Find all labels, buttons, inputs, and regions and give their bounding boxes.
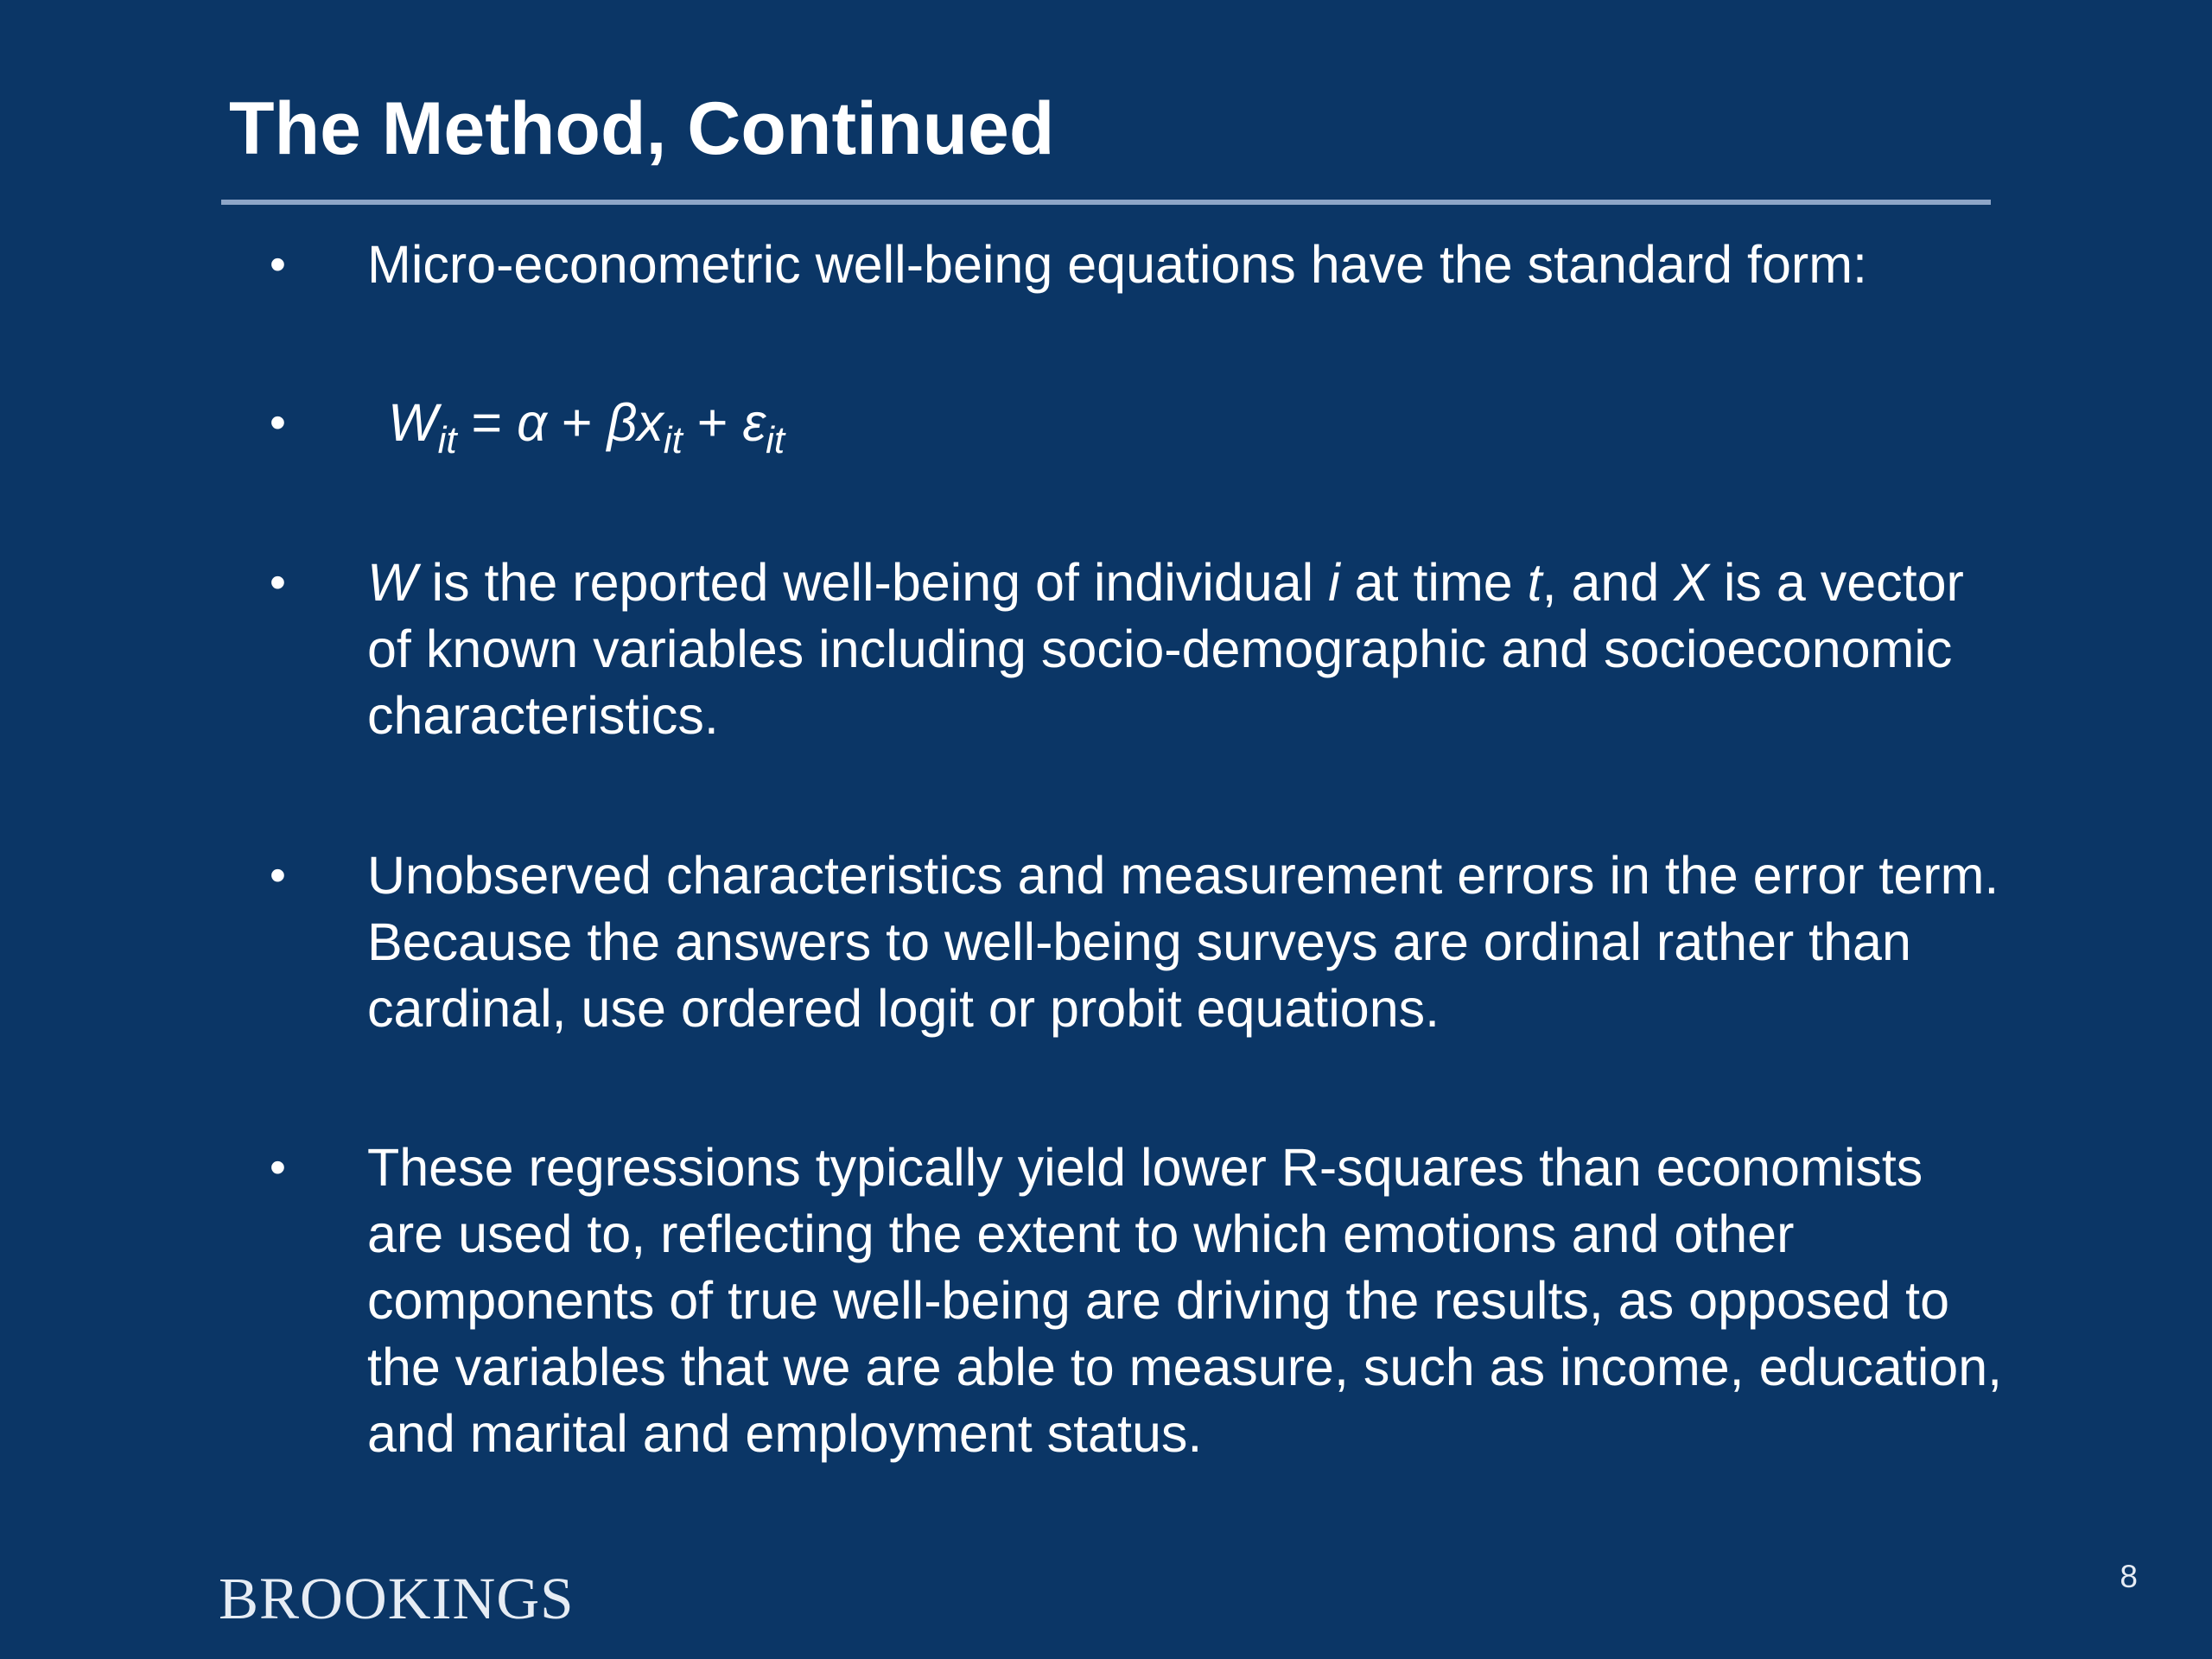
bullet-text: These regressions typically yield lower R-squares than economists are used to, reflecting the extent to which emotions and other components of true well-being are driving the results, as opposed to the variables that we are able to measure, such as income, education, and marital and employment status.: [367, 1138, 2003, 1463]
title-divider: [221, 200, 1991, 205]
bullet-marker: •: [270, 397, 286, 448]
bullet-marker: •: [270, 238, 286, 290]
bullet-marker: •: [270, 849, 286, 901]
bullet-marker: •: [270, 556, 286, 608]
slide-title: The Method, Continued: [229, 87, 1055, 170]
bullet-text: W is the reported well-being of individual i at time t, and X is a vector of known variables including socio-demographic and socioeconomic characteristics.: [367, 553, 1964, 745]
bullet-text: Unobserved characteristics and measurement errors in the error term. Because the answers to well-being surveys are ordinal rather than cardinal, use ordered logit or probit equations.: [367, 846, 1999, 1038]
equation: [367, 390, 2009, 461]
equation-formula: $W_{it} = \alpha + \beta x_{it} + \varepsilon_{it}$: [388, 393, 785, 461]
bullet-text: Micro-econometric well-being equations have the standard form:: [367, 235, 1867, 294]
brookings-logo: BROOKINGS: [219, 1566, 575, 1631]
page-number: 8: [2120, 1559, 2138, 1594]
bullet-marker: •: [270, 1141, 286, 1193]
